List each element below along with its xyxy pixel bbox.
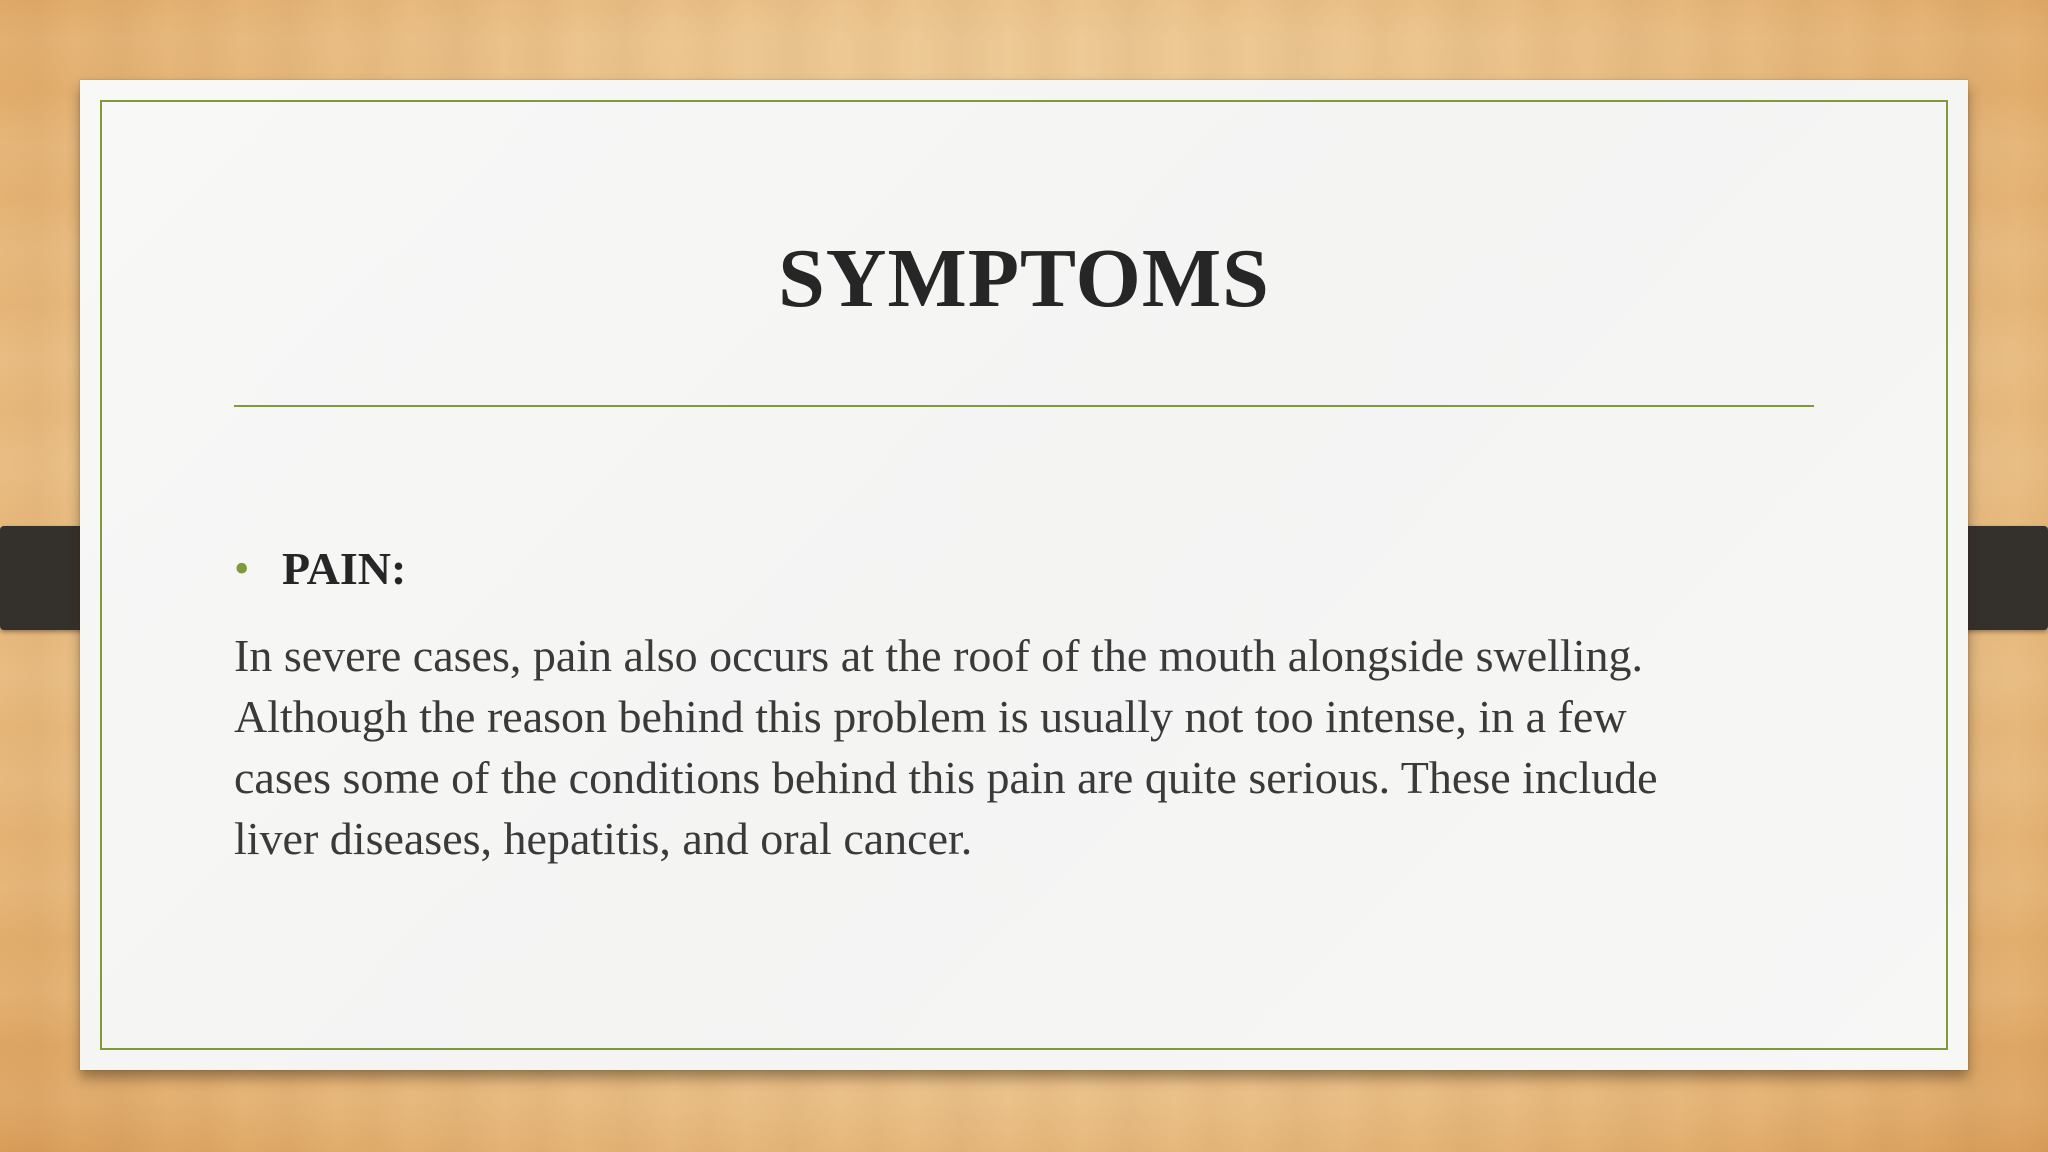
bullet-dot-icon: • [234, 543, 250, 593]
title-divider [234, 405, 1814, 407]
bullet-item [234, 542, 406, 595]
slide-title: SYMPTOMS [778, 232, 1270, 325]
paragraph-line: Although the reason behind this problem is usually not too intense, in a few [234, 691, 1627, 742]
paragraph-line: In severe cases, pain also occurs at the roof of the mouth alongside swelling. [234, 630, 1643, 681]
paragraph-line: liver diseases, hepatitis, and oral cancer. [234, 813, 973, 864]
slide-card [80, 80, 1968, 1070]
paragraph-line: cases some of the conditions behind this pain are quite serious. These include [234, 752, 1658, 803]
bullet-label: PAIN: [282, 543, 407, 594]
body-paragraph [234, 625, 1854, 869]
